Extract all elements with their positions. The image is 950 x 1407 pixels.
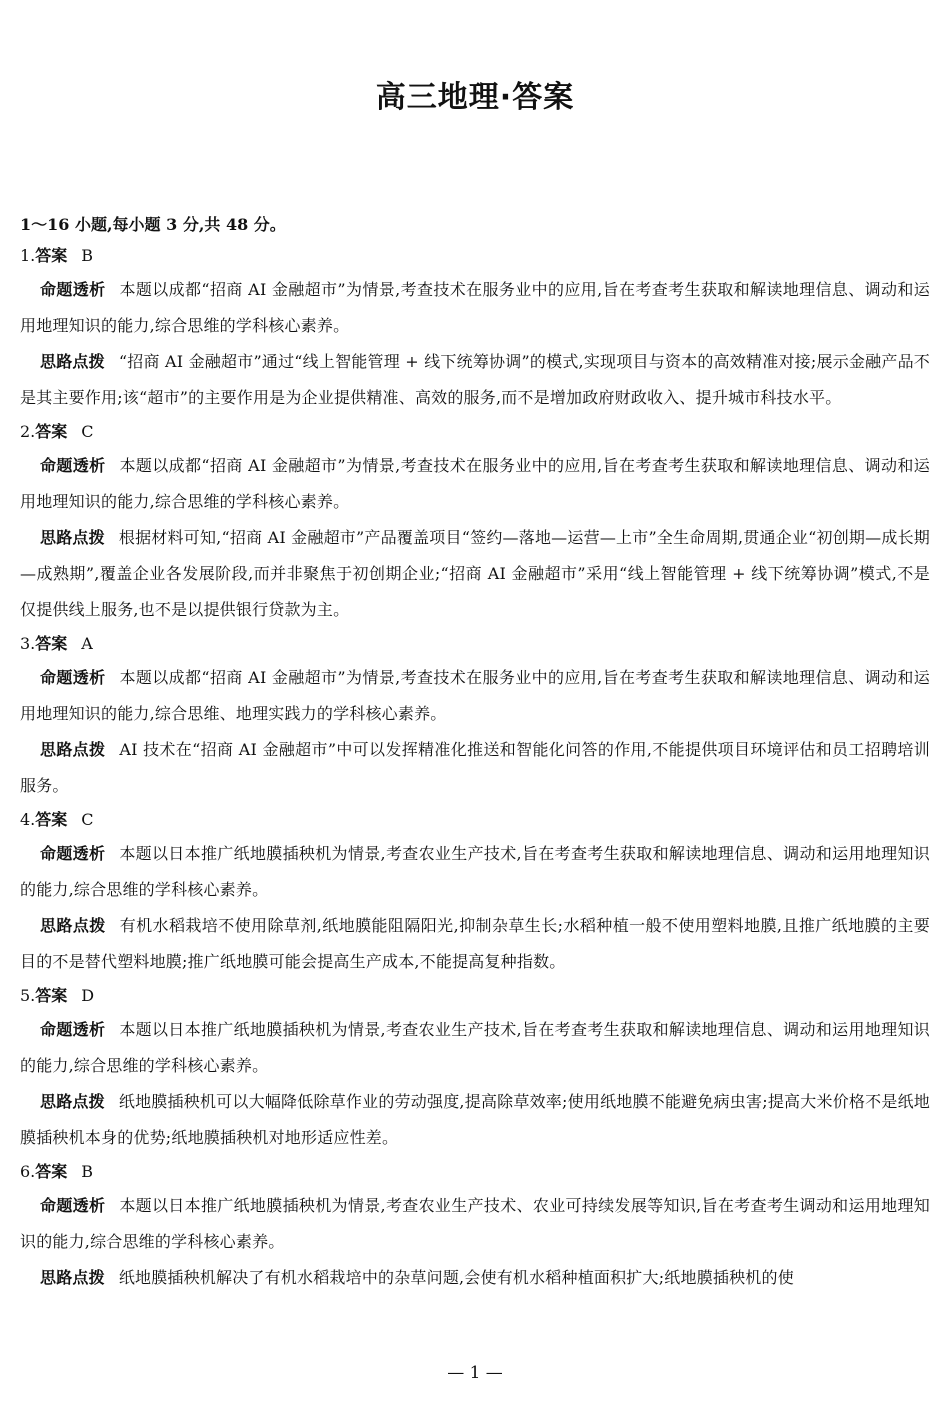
hint-paragraph <box>20 1260 930 1296</box>
hint-text: 纸地膜插秧机可以大幅降低除草作业的劳动强度,提高除草效率;使用纸地膜不能避免病虫害;提高大米价格不是纸地膜插秧机本身的优势;纸地膜插秧机对地形适应性差。 <box>20 1092 930 1147</box>
answer-label: 答案 <box>35 634 68 653</box>
analysis-tag: 命题透析 <box>40 280 106 299</box>
analysis-text: 本题以成都“招商 AI 金融超市”为情景,考查技术在服务业中的应用,旨在考查考生获取和解读地理信息、调动和运用地理知识的能力,综合思维的学科核心素养。 <box>20 456 930 511</box>
hint-paragraph <box>20 344 930 416</box>
question-6 <box>20 1156 930 1296</box>
question-number: 5. <box>20 986 36 1005</box>
analysis-tag: 命题透析 <box>40 1020 106 1039</box>
hint-text: AI 技术在“招商 AI 金融超市”中可以发挥精准化推送和智能化问答的作用,不能提供项目环境评估和员工招聘培训服务。 <box>20 740 930 795</box>
page-title: 高三地理·答案 <box>375 80 575 115</box>
analysis-text: 本题以成都“招商 AI 金融超市”为情景,考查技术在服务业中的应用,旨在考查考生获取和解读地理信息、调动和运用地理知识的能力,综合思维的学科核心素养。 <box>20 280 930 335</box>
analysis-tag: 命题透析 <box>40 844 106 863</box>
answer-label: 答案 <box>35 986 68 1005</box>
question-1 <box>20 240 930 416</box>
analysis-paragraph <box>20 1012 930 1084</box>
answer-choice: B <box>81 246 94 265</box>
question-number: 2. <box>20 422 36 441</box>
answer-label: 答案 <box>35 810 68 829</box>
scoring-intro: 1～16 小题,每小题 3 分,共 48 分。 <box>20 215 286 234</box>
hint-paragraph <box>20 908 930 980</box>
page-number: — 1 — <box>447 1363 503 1383</box>
answer-label: 答案 <box>35 422 68 441</box>
analysis-paragraph <box>20 272 930 344</box>
hint-tag: 思路点拨 <box>40 1268 105 1287</box>
question-number: 1. <box>20 246 36 265</box>
hint-text: 有机水稻栽培不使用除草剂,纸地膜能阻隔阳光,抑制杂草生长;水稻种植一般不使用塑料地膜,且推广纸地膜的主要目的不是替代塑料地膜;推广纸地膜可能会提高生产成本,不能提高复种指数。 <box>20 916 930 971</box>
answer-line <box>20 980 930 1012</box>
answer-label: 答案 <box>35 1162 68 1181</box>
analysis-paragraph <box>20 836 930 908</box>
answer-choice: C <box>81 810 94 829</box>
answer-label: 答案 <box>35 246 68 265</box>
hint-tag: 思路点拨 <box>40 916 106 935</box>
question-number: 3. <box>20 634 36 653</box>
hint-tag: 思路点拨 <box>40 352 105 371</box>
hint-text: 纸地膜插秧机解决了有机水稻栽培中的杂草问题,会使有机水稻种植面积扩大;纸地膜插秧机的使 <box>118 1268 794 1287</box>
answer-choice: A <box>81 634 93 653</box>
answer-line <box>20 628 930 660</box>
analysis-tag: 命题透析 <box>40 1196 106 1215</box>
question-number: 4. <box>20 810 36 829</box>
hint-text: “招商 AI 金融超市”通过“线上智能管理 + 线下统筹协调”的模式,实现项目与资本的高效精准对接;展示金融产品不是其主要作用;该“超市”的主要作用是为企业提供精准、高效的服务,而不是增加政府财政收入、提升城市科技水平。 <box>20 352 930 407</box>
answer-choice: B <box>81 1162 94 1181</box>
answer-choice: D <box>81 986 95 1005</box>
question-4 <box>20 804 930 980</box>
question-3 <box>20 628 930 804</box>
hint-text: 根据材料可知,“招商 AI 金融超市”产品覆盖项目“签约—落地—运营—上市”全生命周期,贯通企业“初创期—成长期—成熟期”,覆盖企业各发展阶段,而并非聚焦于初创期企业;“招商 AI 金融超市”采用“线上智能管理 + 线下统筹协调”模式,不是仅提供线上服务,也不是以提供银行贷款为主。 <box>20 528 930 619</box>
hint-tag: 思路点拨 <box>40 1092 105 1111</box>
hint-tag: 思路点拨 <box>40 528 105 547</box>
answer-content <box>20 210 930 1296</box>
answer-line <box>20 1156 930 1188</box>
question-number: 6. <box>20 1162 36 1181</box>
analysis-paragraph <box>20 448 930 520</box>
question-5 <box>20 980 930 1156</box>
analysis-text: 本题以日本推广纸地膜插秧机为情景,考查农业生产技术,旨在考查考生获取和解读地理信息、调动和运用地理知识的能力,综合思维的学科核心素养。 <box>20 844 930 899</box>
analysis-paragraph <box>20 660 930 732</box>
analysis-text: 本题以成都“招商 AI 金融超市”为情景,考查技术在服务业中的应用,旨在考查考生获取和解读地理信息、调动和运用地理知识的能力,综合思维、地理实践力的学科核心素养。 <box>20 668 930 723</box>
answer-choice: C <box>81 422 94 441</box>
analysis-tag: 命题透析 <box>40 668 106 687</box>
hint-paragraph <box>20 520 930 628</box>
hint-tag: 思路点拨 <box>40 740 106 759</box>
hint-paragraph <box>20 732 930 804</box>
hint-paragraph <box>20 1084 930 1156</box>
answer-line <box>20 416 930 448</box>
analysis-paragraph <box>20 1188 930 1260</box>
analysis-text: 本题以日本推广纸地膜插秧机为情景,考查农业生产技术、农业可持续发展等知识,旨在考查考生调动和运用地理知识的能力,综合思维的学科核心素养。 <box>20 1196 930 1251</box>
answer-line <box>20 804 930 836</box>
analysis-text: 本题以日本推广纸地膜插秧机为情景,考查农业生产技术,旨在考查考生获取和解读地理信息、调动和运用地理知识的能力,综合思维的学科核心素养。 <box>20 1020 930 1075</box>
answer-line <box>20 240 930 272</box>
question-2 <box>20 416 930 628</box>
analysis-tag: 命题透析 <box>40 456 106 475</box>
